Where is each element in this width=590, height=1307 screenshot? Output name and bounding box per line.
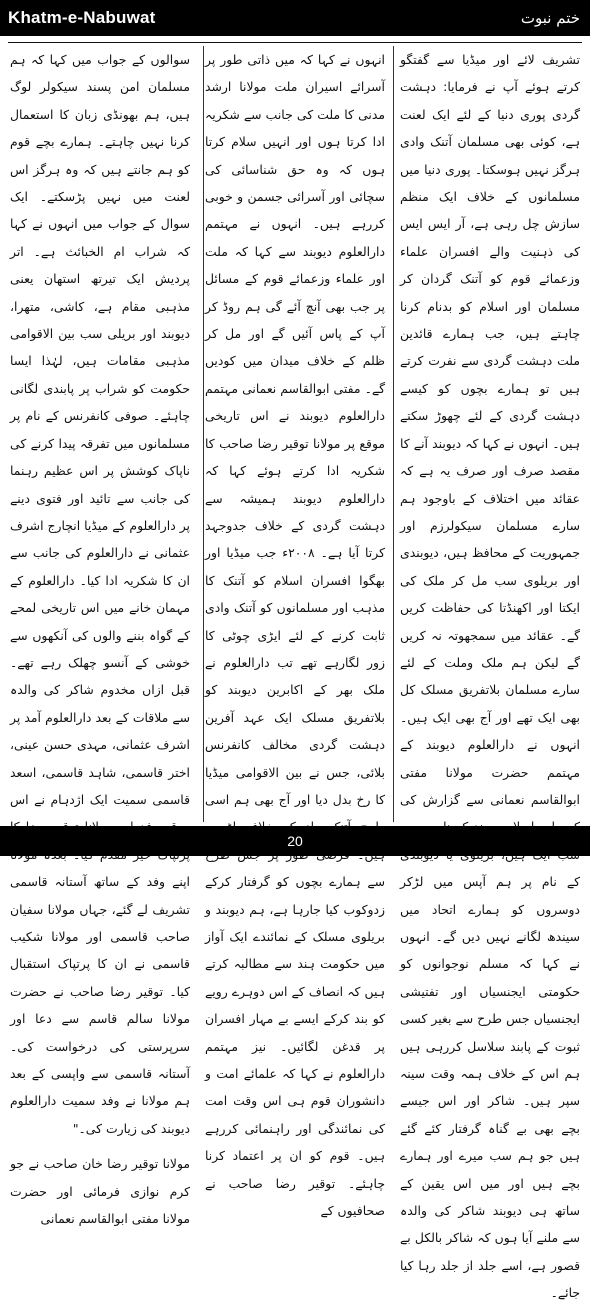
header-rule <box>8 42 582 43</box>
article-paragraph: سوالوں کے جواب میں کہا کہ ہم مسلمان امن پسند سیکولر لوگ ہیں، ہم بھونڈی زبان کا استعمال کرنا نہیں چاہتے۔ ہمارے بچے قوم کو ہم جانتے ہیں کہ وہ ہرگز اس لعنت میں نہیں پڑسکتے۔ ایک سوال کے جواب میں انہوں نے کہا کہ شراب ام الخبائث ہے۔ اتر پردیش ایک تیرتھ استھان یعنی مذہبی مقام ہے، کاشی، متھرا، دیوبند اور بریلی سب بین الاقوامی مذہبی مقامات ہیں، لہٰذا ایسا حکومت کو شراب پر پابندی لگانی چاہئے۔ صوفی کانفرنس کے نام پر مسلمانوں میں تفرقہ پیدا کرنے کی ناپاک کوشش پر اس عظیم رہنما کی جانب سے تائید اور فتوی دینے پر دارالعلوم کے میڈیا انچارج اشرف عثمانی نے دارالعلوم کی جانب سے ان کا شکریہ ادا کیا۔ دارالعلوم کے مہمان خانے میں اس تاریخی لمحے کے گواہ بننے والوں کی آنکھوں سے خوشی کے آنسو چھلک رہے تھے۔ قبل ازاں مخدوم شاکر کی والدہ سے ملاقات کے بعد دارالعلوم آمد پر اشرف عثمانی، مہدی حسن عینی، اختر قاسمی، شاہد قاسمی، اسعد قاسمی سمیت ایک اژدہام نے اس اپنے وفد کے ساتھ آستانہ قاسمی تشریف لے گئے، جہاں مولانا سفیان صاحب قاسمی اور مولانا شکیب قاسمی نے ان کا پرتپاک استقبال کیا۔ توقیر رضا صاحب نے حضرت مولانا سالم قاسم سے دعا اور سرپرستی کی درخواست کی۔ آستانہ قاسمی سے واپسی کے بعد ہم مولانا نے وفد سمیت دارالعلوم دیوبند کی زیارت کی۔" <box>10 52 190 1136</box>
masthead-logo: ختم نبوت <box>520 9 580 27</box>
column-left <box>10 46 190 1227</box>
column-divider <box>393 46 394 822</box>
article-paragraph: مولانا توقیر رضا خان صاحب نے جو کرم نوازی فرمائی اور حضرت مولانا مفتی ابوالقاسم نعمانی <box>10 1156 190 1227</box>
page-footer <box>0 826 590 856</box>
column-divider <box>203 46 204 822</box>
article-paragraph: تشریف لائے اور میڈیا سے گفتگو کرتے ہوئے آپ نے فرمایا: دہشت گردی پوری دنیا کے لئے ایک لعنت ہے، کوئی بھی مسلمان آتنک وادی ہرگز نہیں ہوسکتا۔ پوری دنیا میں مسلمانوں کے خلاف ایک منظم سازش چل رہی ہے، آر ایس ایس کی ذہنیت والے افسران علماء وزعمائے قوم کو آتنک گردان کر مسلمان اور اسلام کو بدنام کرنا چاہتے ہیں، جب ہمارے قائدین ملت دہشت گردی سے نفرت کرتے ہیں تو ہمارے بچوں کو کیسے دہشت گردی کے لئے چھوڑ سکتے ہیں۔ انہوں نے کہا کہ دیوبند آنے کا مقصد صرف اور صرف یہ ہے کہ عقائد میں اختلاف کے باوجود ہم سارے مسلمان سیکولرزم اور جمہوریت کے محافظ ہیں، دیوبندی اور بریلوی سب مل کر ملک کی ایکتا اور اکھنڈتا کی حفاظت کریں گے۔ عقائد میں سمجھوتہ نہ کریں گے لیکن ہم ملک وملت کے لئے سارے مسلمان بلاتفریق مسلک کل بھی ایک تھے اور آج بھی ایک ہیں۔ انہوں نے دارالعلوم دیوبند کے مہتمم حضرت مولانا مفتی ابوالقاسم نعمانی سے گزارش کی کے نام پر ہم آپس میں لڑکر دوسروں کو ہمارے اتحاد میں سیندھ لگانے نہیں دیں گے۔ انہوں نے کہا کہ مسلم نوجوانوں کو حکومتی ایجنسیاں اور تفتیشی ایجنسیاں جس طرح سے بغیر کسی ثبوت کے پابند سلاسل کررہی ہیں ہم اس کے خلاف ہمہ وقت سینہ سپر ہیں۔ شاکر اور اس جیسے بچے بھی بے گناہ گرفتار کئے گئے ہیں جو ہم سب میرے اور ہمارے بچے ہیں اور میں اس یقین کے ساتھ ہی دیوبند شاکر کی والدہ سے ملنے آیا ہوں کہ شاکر بالکل بے قصور ہے، اسے جلد از جلد رہا کیا جائے۔ <box>400 52 580 1301</box>
magazine-name: Khatm-e-Nabuwat <box>8 8 156 27</box>
article-paragraph: انہوں نے کہا کہ میں ذاتی طور پر آسرائے اسیران ملت مولانا ارشد مدنی کا ملت کی جانب سے شکریہ ادا کرتا ہوں اور انہیں سلام کرتا ہوں کہ وہ حق شناسائی کی سچائی اور آسرائی جسمن و خوبی کررہے ہیں۔ انہوں نے مہتمم دارالعلوم دیوبند سے کہا کہ ملت اور علماء وزعمائے قوم کے مسائل پر جب بھی آنچ آئے گی ہم روڈ کر آپ کے پاس آئیں گے اور مل کر ظلم کے خلاف میدان میں کودیں گے۔ مفتی ابوالقاسم نعمانی مہتمم دارالعلوم دیوبند نے اس تاریخی موقع پر مولانا توقیر رضا صاحب کا شکریہ ادا کرتے ہوئے کہا کہ دارالعلوم دیوبند ہمیشہ سے دہشت گردی کے خلاف جدوجہد کرتا آیا ہے۔ ۲۰۰۸ء جب میڈیا اور بھگوا افسران اسلام کو آتنک کا مذہب اور مسلمانوں کو آتنک وادی ثابت کرنے کے لئے ایڑی چوٹی کا زور لگارہے تھے تب دارالعلوم نے ملک بھر کے اکابرین دیوبند کو بلاتفریق مسلک ایک عہد آفرین دہشت گردی مخالف کانفرنس بلائی، جس نے بین الاقوامی میڈیا کا رخ بدل دیا اور آج بھی ہم اسی سے ہمارے بچوں کو گرفتار کرکے زدوکوب کیا جارہا ہے، ہم دیوبند و بریلوی مسلک کے نمائندے ایک آواز میں حکومت ہند سے مطالبہ کرتے ہیں کہ انصاف کے اس دوہرے رویے کو بند کرکے ایسے بے مہار افسران پر قدغن لگائیں۔ نیز مہتمم دارالعلوم نے کہا کہ علمائے امت و دانشوران قوم ہی اس وقت امت کی نمائندگی اور راہنمائی کررہے ہیں۔ قوم کو ان پر اعتماد کرنا چاہئے۔ توقیر رضا صاحب نے صحافیوں کے <box>205 52 385 1219</box>
page-header <box>0 0 590 36</box>
page-number: 20 <box>287 833 303 849</box>
column-right <box>400 46 580 1301</box>
